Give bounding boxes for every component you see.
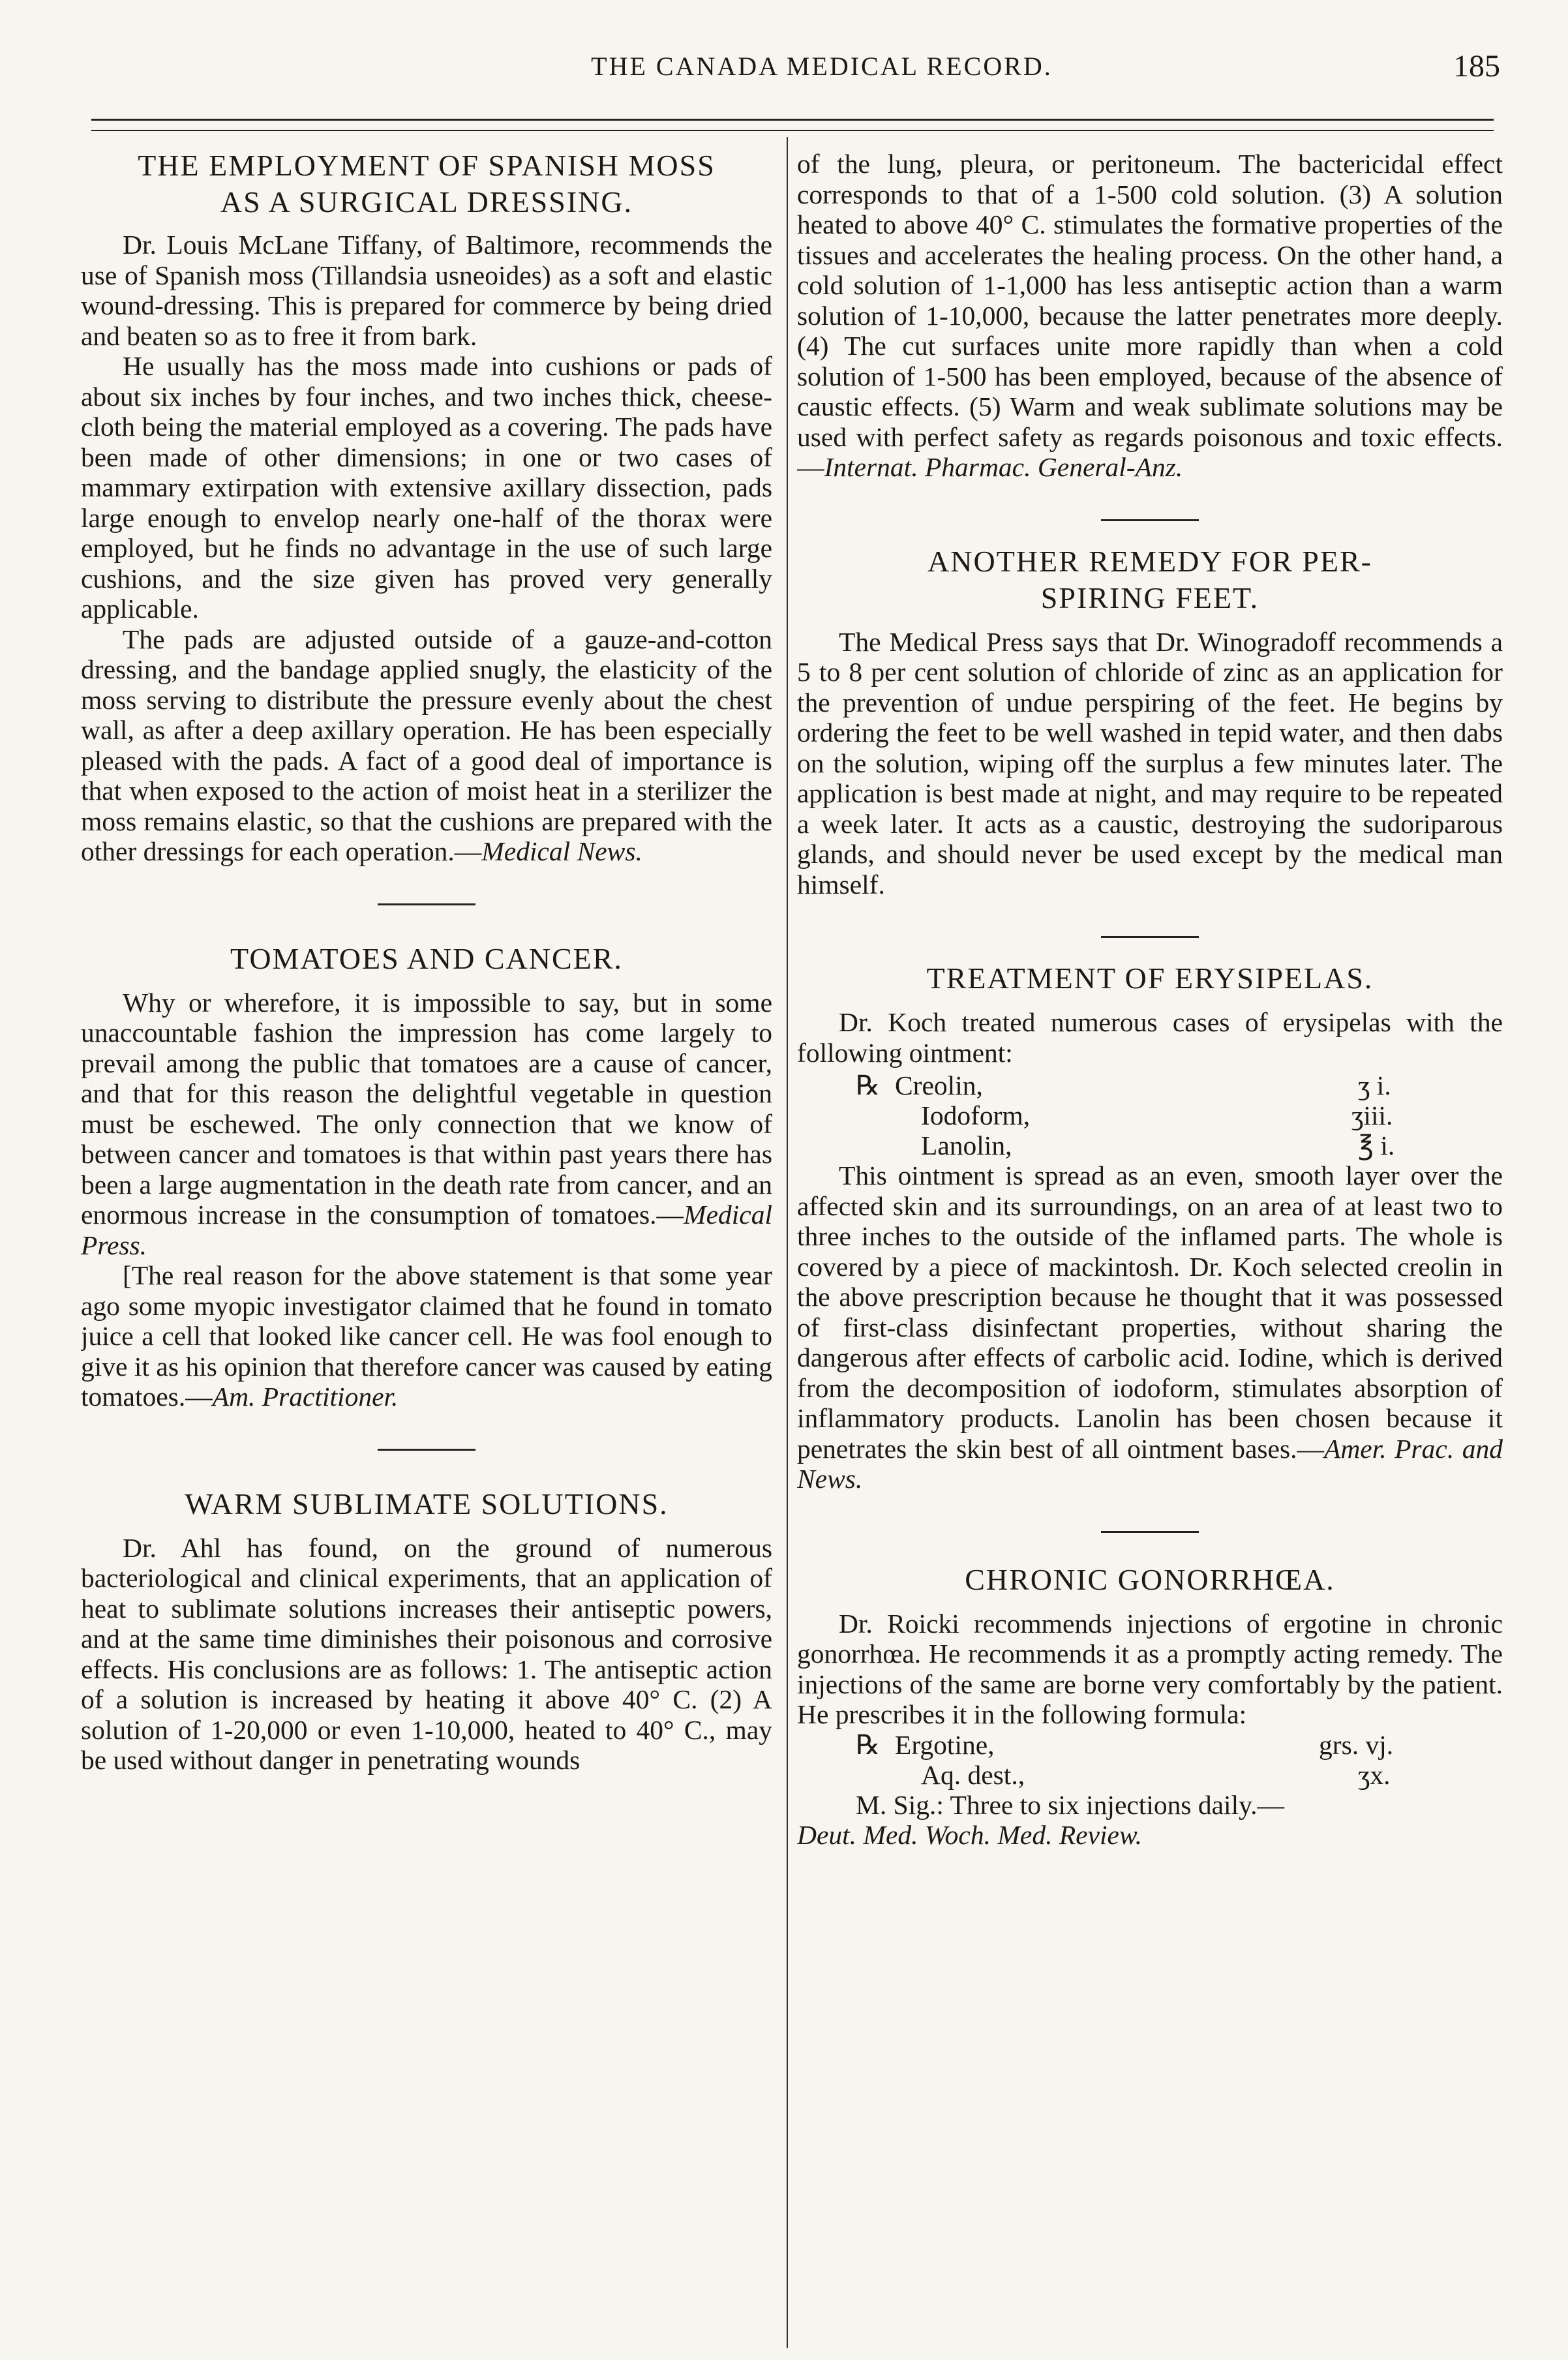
article-paragraph: Dr. Koch treated numerous cases of erysipelas with the following ointment: [797,1007,1503,1068]
article-paragraph: Dr. Roicki recommends injections of ergotine in chronic gonorrhœa. He recommends it as a promptly acting remedy. The injections of the same are borne very comfortably by the patient. He prescribes it in the following formula: [797,1608,1503,1729]
article-paragraph [797,1160,1503,1494]
article-title-line: THE EMPLOYMENT OF SPANISH MOSS [138,149,716,182]
rx-symbol: ℞ [856,1729,881,1760]
article-paragraph [81,624,772,867]
running-head [117,51,1526,90]
page-number: 185 [1453,49,1500,83]
formula-row [797,1070,1503,1100]
article-title [797,543,1503,616]
article-title [81,147,772,220]
section-divider [378,1449,475,1451]
source-citation: Medical Press. [81,1200,772,1260]
ingredient-quantity: ʒiii. [1351,1100,1393,1130]
formula-row [797,1760,1503,1790]
article-title-line: AS A SURGICAL DRESSING. [220,185,633,219]
ingredient-name: Lanolin, [921,1130,1012,1160]
article-paragraph: The Medical Press says that Dr. Winogradoff recommends a 5 to 8 per cent solution of chloride of zinc as an application for the prevention of undue perspiring of the feet. He begins by ordering the feet to be well washed in tepid water, and then dabs on the solution, wiping off the surplus a few minutes later. The application is best made at night, and may require to be repeated a week later. It acts as a caustic, destroying the sudoriparous glands, and should never be used except by the medical man himself. [797,626,1503,900]
article-title: CHRONIC GONORRHŒA. [965,1562,1335,1596]
source-citation: Am. Practitioner. [212,1382,399,1412]
article-title-line: ANOTHER REMEDY FOR PER- [927,544,1372,578]
paragraph-text: The pads are adjusted outside of a gauze-and-cotton dressing, and the bandage applied snugly, the elasticity of the moss serving to distribute the pressure evenly about the chest wall, as after a deep axillary operation. He has been especially pleased with the pads. A fact of a good deal of importance is that when exposed to the action of moist heat in a sterilizer the moss remains elastic, so that the cushions are prepared with the other dressings for each operation.— [81,624,772,866]
article-paragraph [797,149,1503,483]
paragraph-text: This ointment is spread as an even, smooth layer over the affected skin and its surroundings, on an area of at least two to three inches to the outside of the inflamed parts. The whole is covered by a piece of mackintosh. Dr. Koch selected creolin in the above prescription because he thought that it was possessed of first-class disinfectant properties, without sharing the dangerous after effects of carbolic acid. Iodine, which is derived from the decomposition of iodoform, stimulates absorption of inflammatory products. Lanolin has been chosen because it penetrates the skin best of all ointment bases.— [797,1160,1503,1464]
article-warm-sublimate-continued [797,149,1503,483]
article-title-line: SPIRING FEET. [1040,581,1259,614]
section-divider [1101,519,1199,521]
article-perspiring-feet [797,543,1503,900]
paragraph-text: of the lung, pleura, or peritoneum. The bactericidal effect corresponds to that of a 1-500 cold solution. (3) A solution heated to above 40° C. stimulates the formative properties of the tissues and accelerates the healing process. On the other hand, a cold solution of 1-1,000 has less antiseptic action than a warm solution of 1-10,000, because the latter penetrates more deeply. (4) The cut surfaces unite more rapidly than when a cold solution of 1-500 has been employed, because of the absence of caustic effects. (5) Warm and weak sublimate solutions may be used with perfect safety as regards poisonous and toxic effects.— [797,149,1503,482]
ingredient-quantity: ℥ i. [1358,1130,1395,1160]
column-divider [787,137,788,2348]
formula-row [797,1100,1503,1130]
article-erysipelas [797,960,1503,1494]
prescription-signature: M. Sig.: Three to six injections daily.— [856,1789,1285,1820]
source-citation: Medical News. [481,836,642,866]
ingredient-name: Creolin, [895,1070,983,1100]
header-rule [91,119,1494,131]
left-column [81,141,772,2339]
prescription-formula [797,1070,1503,1160]
ingredient-name: Aq. dest., [921,1759,1025,1790]
section-divider [1101,1531,1199,1533]
ingredient-quantity: ʒ i. [1358,1070,1391,1100]
article-title: TREATMENT OF ERYSIPELAS. [926,961,1374,995]
source-citation: Internat. Pharmac. General-Anz. [824,452,1183,482]
article-gonorrhoea [797,1562,1503,1851]
article-paragraph [81,988,772,1261]
formula-row [797,1730,1503,1760]
prescription-formula [797,1730,1503,1790]
article-warm-sublimate [81,1486,772,1776]
right-column [797,141,1503,2339]
source-citation: Amer. Prac. and News. [797,1433,1503,1494]
source-citation: Deut. Med. Woch. Med. Review. [797,1820,1142,1850]
section-divider [378,903,475,905]
paragraph-text: [The real reason for the above statement is that some year ago some myopic investigator claimed that he found in tomato juice a cell that looked like cancer cell. He was fool enough to give it as his opinion that therefore cancer was caused by eating tomatoes.— [81,1260,772,1412]
ingredient-name: Ergotine, [895,1729,995,1760]
section-divider [1101,936,1199,938]
article-tomatoes [81,941,772,1412]
paragraph-text: Why or wherefore, it is impossible to say, but in some unaccountable fashion the impression has come largely to prevail among the public that tomatoes are a cause of cancer, and that for this reason the delightful vegetable in question must be eschewed. The only connection that we know of between cancer and tomatoes is that within past years there has been a large augmentation in the death rate from cancer, and an enormous increase in the consumption of tomatoes.— [81,987,772,1230]
rx-symbol: ℞ [856,1070,881,1100]
journal-title: THE CANADA MEDICAL RECORD. [591,52,1053,81]
article-paragraph: Dr. Ahl has found, on the ground of numerous bacteriological and clinical experiments, that an application of heat to sublimate solutions increases their antiseptic powers, and at the same time diminishes their poisonous and corrosive effects. His conclusions are as follows: 1. The antiseptic action of a solution is increased by heating it above 40° C. (2) A solution of 1-20,000 or even 1-10,000, heated to 40° C., may be used without danger in penetrating wounds [81,1532,772,1775]
article-paragraph [81,1260,772,1412]
article-paragraph: He usually has the moss made into cushions or pads of about six inches by four inches, and two inches thick, cheese-cloth being the material employed as a covering. The pads have been made of other dimensions; in one or two cases of mammary extirpation with extensive axillary dissection, pads large enough to envelop nearly one-half of the thorax were employed, but he finds no advantage in the use of such large cushions, and the size given has proved very generally applicable. [81,351,772,624]
ingredient-quantity: grs. vj. [1319,1729,1394,1760]
article-title: TOMATOES AND CANCER. [230,941,623,975]
article-paragraph: Dr. Louis McLane Tiffany, of Baltimore, recommends the use of Spanish moss (Tillandsia usneoides) as a soft and elastic wound-dressing. This is prepared for commerce by being dried and beaten so as to free it from bark. [81,230,772,351]
formula-row [797,1130,1503,1160]
ingredient-name: Iodoform, [921,1100,1031,1130]
article-spanish-moss [81,147,772,867]
ingredient-quantity: ʒx. [1358,1759,1391,1790]
article-title: WARM SUBLIMATE SOLUTIONS. [185,1487,669,1520]
